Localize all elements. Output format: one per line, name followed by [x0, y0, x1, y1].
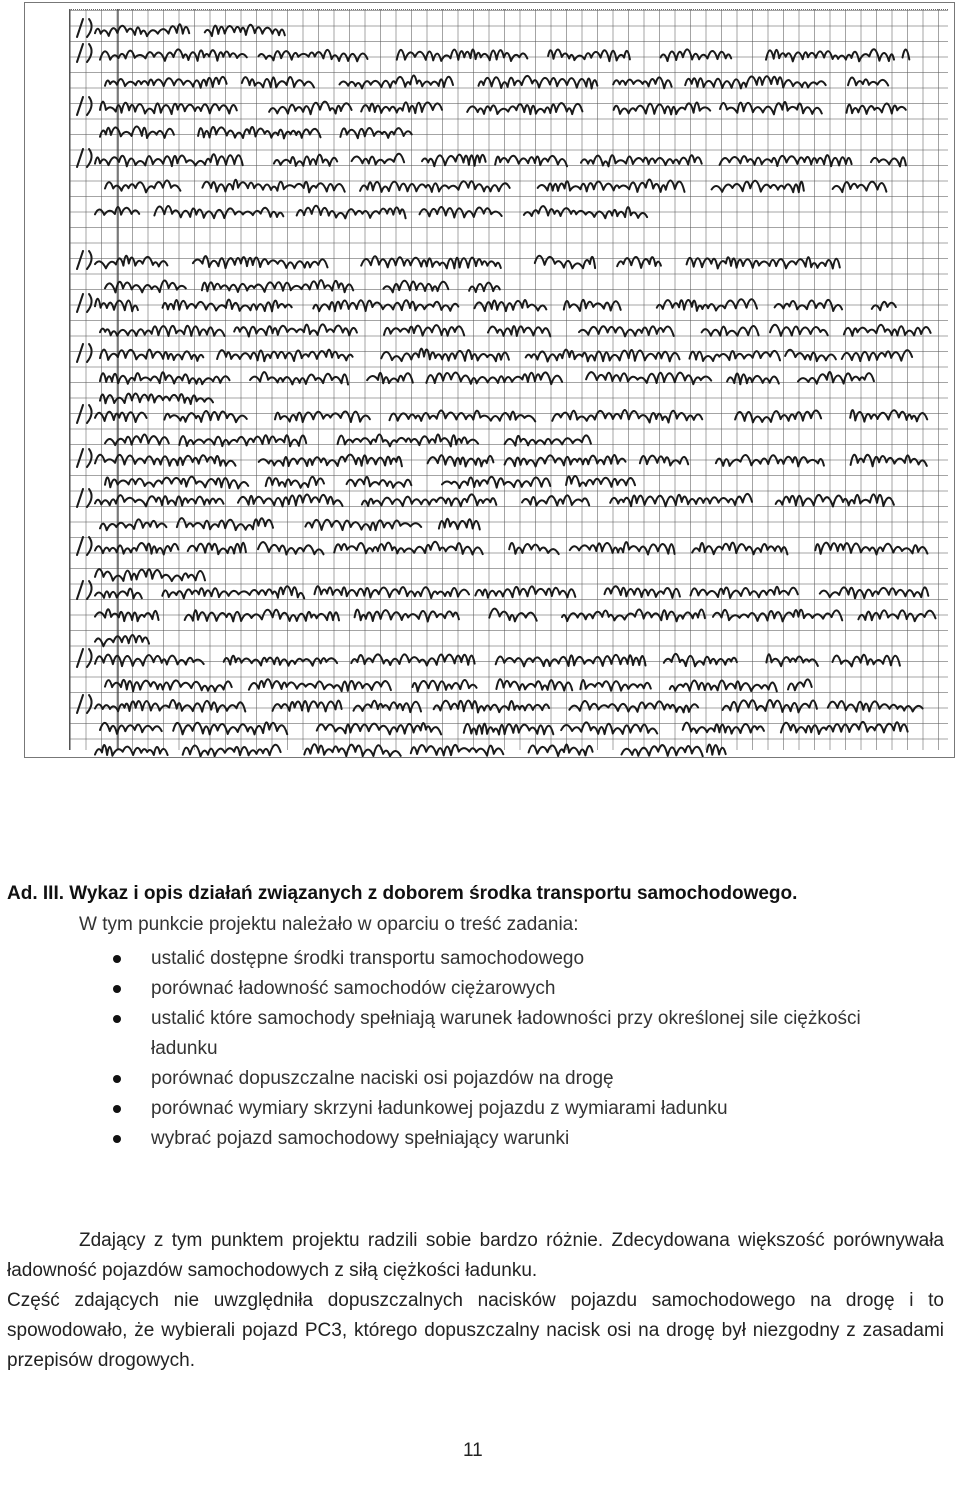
handwritten-word	[183, 745, 281, 757]
handwritten-word	[727, 373, 779, 384]
handwritten-word	[100, 127, 174, 138]
handwritten-word	[334, 542, 483, 555]
handwritten-word	[304, 744, 400, 756]
bullet-icon	[113, 1135, 121, 1143]
handwritten-word	[716, 455, 824, 466]
handwritten-word	[100, 350, 203, 361]
handwritten-word	[712, 181, 804, 192]
handwritten-word	[274, 155, 337, 166]
handwritten-word	[691, 587, 798, 598]
handwritten-word	[242, 77, 314, 87]
handwritten-item-number	[77, 449, 92, 467]
handwritten-word	[100, 102, 237, 114]
handwritten-word	[548, 50, 630, 62]
handwritten-word	[903, 50, 910, 60]
handwritten-word	[670, 680, 777, 691]
handwritten-word	[383, 281, 448, 293]
handwritten-word	[258, 542, 324, 554]
handwritten-word	[193, 256, 328, 268]
handwritten-item-number	[77, 695, 92, 713]
handwritten-word	[420, 207, 502, 218]
list-item-text: porównać ładowność samochodów ciężarowych	[151, 978, 556, 999]
handwritten-word	[95, 412, 147, 422]
handwritten-word	[100, 326, 225, 336]
handwritten-word	[163, 300, 292, 312]
handwriting-strokes	[25, 3, 955, 758]
handwritten-word	[723, 700, 817, 712]
handwritten-word	[766, 49, 894, 61]
handwritten-word	[526, 350, 680, 362]
handwritten-word	[202, 280, 353, 292]
bullet-icon	[113, 985, 121, 993]
handwritten-item-number	[77, 19, 92, 37]
handwritten-word	[95, 569, 205, 581]
handwritten-word	[464, 724, 554, 735]
handwritten-word	[842, 350, 912, 361]
handwritten-word	[154, 206, 283, 218]
handwritten-word	[338, 434, 479, 446]
handwritten-word	[664, 654, 737, 666]
handwritten-item-number	[77, 537, 92, 555]
handwritten-word	[661, 49, 732, 61]
handwritten-word	[439, 519, 480, 530]
handwritten-word	[781, 722, 908, 734]
handwritten-item-number	[77, 251, 92, 269]
handwritten-word	[361, 102, 442, 113]
handwritten-word	[776, 494, 894, 506]
handwritten-word	[848, 78, 888, 86]
list-item-text: porównać wymiary skrzyni ładunkowej pojazdu z wymiarami ładunku	[151, 1098, 728, 1119]
handwritten-word	[315, 586, 470, 598]
handwritten-word	[105, 477, 248, 489]
handwritten-word	[105, 434, 169, 445]
handwritten-word	[496, 679, 572, 690]
handwritten-word	[100, 394, 213, 404]
handwritten-word	[496, 655, 646, 667]
handwritten-word	[362, 494, 496, 506]
handwritten-word	[871, 157, 906, 166]
handwritten-word	[173, 722, 287, 734]
handwritten-word	[847, 104, 906, 114]
handwritten-word	[105, 280, 186, 292]
handwritten-word	[475, 586, 575, 597]
handwritten-word	[422, 155, 486, 167]
handwritten-word	[524, 206, 647, 218]
handwritten-word	[411, 745, 504, 756]
handwritten-word	[273, 701, 342, 712]
paragraph: Część zdających nie uwzględniła dopuszczalnych nacisków pojazdu samochodowego na drogę i to spowodowało, że wybierali pojazd PC3, którego dopuszczalny nacisk osi na drogę był niezgodny z zasadami przepisów drogowych.	[7, 1290, 944, 1371]
handwritten-word	[317, 723, 441, 734]
handwritten-word	[479, 76, 598, 89]
handwritten-word	[489, 609, 536, 622]
handwritten-word	[340, 75, 454, 88]
handwritten-word	[361, 256, 501, 268]
handwritten-word	[720, 102, 822, 114]
handwritten-word	[100, 49, 247, 61]
handwritten-word	[95, 455, 236, 466]
handwritten-word	[340, 128, 411, 138]
list-item-text: wybrać pojazd samochodowy spełniający warunki	[151, 1128, 570, 1149]
handwritten-word	[95, 589, 142, 599]
handwritten-word	[397, 50, 528, 61]
handwritten-word	[820, 587, 929, 598]
bullet-icon	[113, 1105, 121, 1113]
handwritten-word	[720, 155, 852, 166]
handwritten-word	[766, 654, 818, 666]
handwritten-word	[569, 701, 698, 712]
handwritten-word	[105, 680, 232, 692]
list-item-text: ustalić które samochody spełniają warunek ładowności przy określonej sile ciężkości ładunku	[151, 1008, 861, 1059]
handwritten-word	[234, 324, 357, 336]
handwritten-word	[95, 207, 139, 215]
handwritten-item-number	[77, 44, 92, 62]
handwritten-word	[657, 299, 757, 311]
list-item	[0, 1004, 960, 1064]
handwritten-word	[347, 477, 412, 488]
handwritten-word	[259, 50, 368, 61]
handwritten-word	[434, 701, 549, 713]
handwritten-scan	[24, 2, 955, 758]
handwritten-word	[367, 373, 413, 383]
bullet-icon	[113, 1015, 121, 1023]
handwritten-word	[872, 302, 896, 310]
handwritten-word	[613, 77, 671, 88]
handwritten-word	[475, 300, 547, 311]
handwritten-word	[95, 24, 189, 36]
handwritten-word	[205, 25, 285, 36]
handwritten-item-number	[77, 489, 92, 507]
handwritten-word	[413, 680, 477, 691]
handwritten-word	[850, 410, 927, 421]
section-intro: W tym punkcie projektu należało w oparciu o treść zadania:	[79, 914, 579, 935]
handwritten-word	[354, 701, 422, 712]
handwritten-word	[538, 180, 685, 192]
handwritten-word	[352, 154, 405, 165]
handwritten-word	[275, 411, 370, 422]
handwritten-word	[467, 103, 582, 114]
handwritten-word	[509, 543, 559, 554]
handwritten-word	[202, 180, 344, 193]
handwritten-word	[851, 455, 927, 467]
handwritten-word	[224, 656, 337, 666]
handwritten-word	[828, 701, 923, 712]
handwritten-word	[488, 326, 550, 336]
handwritten-item-number	[77, 344, 92, 362]
handwritten-word	[683, 723, 764, 734]
handwritten-item-number	[77, 294, 92, 312]
list-item	[0, 1124, 960, 1154]
handwritten-word	[95, 700, 245, 712]
handwritten-item-number	[77, 149, 92, 167]
handwritten-word	[198, 127, 320, 138]
handwritten-item-number	[77, 649, 92, 667]
list-item-text: ustalić dostępne środki transportu samochodowego	[151, 948, 585, 969]
handwritten-word	[100, 519, 166, 530]
handwritten-word	[770, 325, 828, 336]
handwritten-word	[815, 543, 927, 555]
handwritten-word	[552, 410, 702, 423]
handwritten-word	[105, 77, 227, 88]
handwritten-item-number	[77, 405, 92, 423]
handwritten-word	[685, 76, 826, 88]
handwritten-word	[381, 349, 509, 362]
handwritten-word	[250, 372, 348, 384]
handwritten-word	[622, 745, 703, 756]
handwritten-word	[266, 477, 324, 488]
handwritten-word	[305, 520, 421, 530]
task-list	[0, 944, 960, 1154]
handwritten-word	[713, 610, 842, 622]
handwritten-word	[105, 181, 180, 193]
handwritten-word	[581, 155, 702, 166]
handwritten-word	[617, 257, 661, 268]
handwritten-word	[579, 326, 674, 336]
handwritten-word	[177, 518, 273, 530]
handwritten-word	[95, 655, 204, 667]
handwritten-word	[442, 477, 550, 488]
handwritten-word	[100, 723, 162, 734]
handwritten-word	[775, 300, 843, 311]
handwritten-word	[164, 411, 246, 422]
handwritten-word	[179, 435, 306, 446]
handwritten-word	[605, 586, 680, 598]
handwritten-item-number	[77, 97, 92, 115]
handwritten-word	[707, 745, 726, 755]
handwritten-word	[495, 156, 567, 167]
handwritten-word	[297, 206, 406, 219]
handwritten-word	[505, 455, 626, 466]
handwritten-word	[858, 610, 935, 621]
handwritten-word	[95, 299, 138, 312]
handwritten-word	[390, 410, 536, 421]
list-item	[0, 944, 960, 974]
handwritten-word	[469, 283, 500, 292]
bullet-icon	[113, 1075, 121, 1083]
handwritten-word	[360, 181, 510, 192]
handwritten-word	[162, 586, 304, 598]
handwritten-word	[238, 494, 343, 506]
handwritten-word	[351, 654, 474, 665]
handwritten-word	[833, 655, 900, 667]
handwritten-word	[529, 744, 593, 756]
handwritten-word	[566, 476, 635, 487]
handwritten-word	[259, 455, 402, 467]
handwritten-word	[185, 610, 339, 622]
handwritten-word	[522, 495, 589, 505]
handwritten-word	[844, 325, 931, 336]
handwritten-word	[702, 326, 759, 336]
handwritten-word	[355, 610, 459, 622]
handwritten-word	[564, 300, 621, 311]
handwritten-word	[95, 495, 224, 506]
handwritten-word	[217, 350, 353, 362]
handwritten-word	[95, 154, 243, 166]
handwritten-word	[95, 635, 149, 646]
handwritten-word	[269, 102, 352, 115]
handwritten-word	[100, 372, 230, 384]
list-item	[0, 1064, 960, 1094]
handwritten-word	[692, 543, 787, 555]
handwritten-word	[640, 456, 688, 466]
handwritten-word	[690, 351, 781, 361]
handwritten-word	[313, 300, 458, 311]
section-heading: Ad. III. Wykaz i opis działań związanych z doborem środka transportu samochodowego.	[7, 883, 798, 904]
handwritten-word	[687, 257, 840, 268]
handwritten-word	[586, 372, 711, 384]
list-item	[0, 1094, 960, 1124]
handwritten-word	[562, 609, 705, 621]
page-number: 11	[463, 1440, 483, 1461]
handwritten-word	[788, 679, 812, 690]
handwritten-word	[580, 680, 650, 691]
commentary	[7, 1226, 944, 1376]
bullet-icon	[113, 955, 121, 963]
handwritten-word	[95, 543, 178, 554]
handwritten-word	[249, 679, 391, 691]
handwritten-word	[95, 609, 159, 621]
handwritten-word	[785, 350, 836, 361]
handwritten-word	[570, 542, 675, 554]
handwritten-word	[95, 256, 167, 269]
handwritten-word	[428, 455, 494, 466]
handwritten-word	[384, 325, 464, 336]
list-item	[0, 974, 960, 1004]
paragraph: Zdający z tym punktem projektu radzili sobie bardzo różnie. Zdecydowana większość porównywała ładowność pojazdów samochodowych z siłą ciężkości ładunku.	[7, 1230, 944, 1281]
handwritten-item-number	[77, 581, 92, 599]
handwritten-word	[610, 494, 752, 506]
handwritten-word	[561, 722, 657, 734]
handwritten-word	[505, 435, 591, 445]
handwritten-word	[798, 372, 874, 384]
handwritten-word	[535, 256, 595, 269]
handwritten-word	[735, 411, 821, 423]
handwritten-word	[614, 103, 711, 115]
list-item-text: porównać dopuszczalne naciski osi pojazdów na drogę	[151, 1068, 614, 1089]
handwritten-word	[188, 543, 246, 554]
handwritten-word	[95, 745, 168, 756]
handwritten-word	[426, 372, 562, 384]
handwritten-word	[833, 182, 887, 193]
